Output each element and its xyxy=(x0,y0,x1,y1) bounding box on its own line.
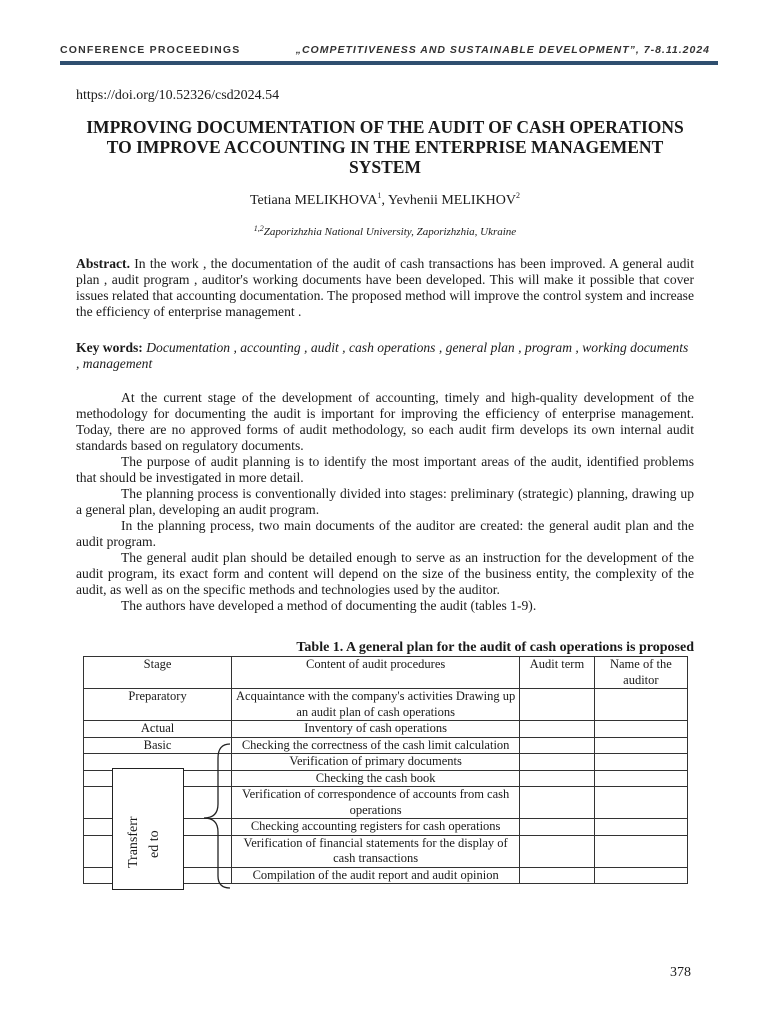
cell-content: Checking the cash book xyxy=(232,770,520,787)
abstract-label: Abstract. xyxy=(76,256,130,271)
doi-link[interactable]: https://doi.org/10.52326/csd2024.54 xyxy=(76,88,280,103)
abstract-text: In the work , the documentation of the audit of cash transactions has been improved. A general audit plan , audit program , auditor's working documents have been developed. This will make it possible that cover issues related that accounting documentation. The proposed method will improve the control system and increase the efficiency of enterprise management . xyxy=(76,256,694,319)
body-paragraph: At the current stage of the development of accounting, timely and high-quality development of the methodology for documenting the audit is important for improving the efficiency of enterprise management. Today, there are no approved forms of audit methodology, so each audit firm develops its own internal audit standards based on regulatory documents. xyxy=(76,390,694,453)
cell-content: Verification of financial statements for the display of cash transactions xyxy=(232,835,520,867)
body-text xyxy=(76,390,694,614)
affiliation-text: Zaporizhzhia National University, Zaporizhzhia, Ukraine xyxy=(263,226,517,238)
transfer-label-line1: Transferr xyxy=(126,816,141,868)
header-left: CONFERENCE PROCEEDINGS xyxy=(60,44,241,56)
cell-term xyxy=(520,737,595,754)
header-content: Content of audit procedures xyxy=(232,657,520,689)
affiliation xyxy=(76,226,694,238)
keywords-text: Documentation , accounting , audit , cash operations , general plan , program , working documents , management xyxy=(76,340,689,371)
body-paragraph: The planning process is conventionally divided into stages: preliminary (strategic) planning, drawing up a general plan, developing an audit program. xyxy=(76,486,694,517)
header-right: „COMPETITIVENESS AND SUSTAINABLE DEVELOPMENT”, 7-8.11.2024 xyxy=(295,44,710,56)
author-separator: , xyxy=(381,193,388,208)
cell-content: Verification of primary documents xyxy=(232,754,520,771)
cell-term xyxy=(520,721,595,738)
running-header xyxy=(60,40,710,62)
cell-content: Inventory of cash operations xyxy=(232,721,520,738)
cell-auditor xyxy=(594,770,687,787)
cell-auditor xyxy=(594,737,687,754)
cell-content: Checking accounting registers for cash operations xyxy=(232,819,520,836)
table-row xyxy=(84,737,688,754)
cell-stage: Actual xyxy=(84,721,232,738)
cell-stage: Preparatory xyxy=(84,689,232,721)
cell-term xyxy=(520,819,595,836)
cell-auditor xyxy=(594,819,687,836)
header-auditor: Name of the auditor xyxy=(594,657,687,689)
curly-brace-icon xyxy=(196,742,236,892)
cell-auditor xyxy=(594,787,687,819)
header-term: Audit term xyxy=(520,657,595,689)
table-header-row xyxy=(84,657,688,689)
cell-auditor xyxy=(594,689,687,721)
author-1: Tetiana MELIKHOVA xyxy=(249,193,378,208)
keywords xyxy=(76,340,694,372)
affiliation-sup: 1,2 xyxy=(253,224,264,233)
table-caption: Table 1. A general plan for the audit of cash operations is proposed xyxy=(296,640,694,655)
header-divider xyxy=(60,61,718,65)
cell-term xyxy=(520,835,595,867)
author-1-sup: 1 xyxy=(377,191,382,200)
cell-auditor xyxy=(594,835,687,867)
paper-title: IMPROVING DOCUMENTATION OF THE AUDIT OF CASH OPERATIONS TO IMPROVE ACCOUNTING IN THE ENTERPRISE MANAGEMENT SYSTEM xyxy=(86,117,684,177)
cell-stage: Basic xyxy=(84,737,232,754)
body-paragraph: The general audit plan should be detailed enough to serve as an instruction for the development of the audit program, its exact form and content will depend on the size of the business entity, the complexity of the audit, as well as on the specific methods and technologies used by the auditor. xyxy=(76,550,694,597)
cell-auditor xyxy=(594,721,687,738)
cell-auditor xyxy=(594,754,687,771)
transfer-label xyxy=(112,768,182,888)
cell-auditor xyxy=(594,867,687,884)
cell-content: Acquaintance with the company's activities Drawing up an audit plan of cash operations xyxy=(232,689,520,721)
cell-term xyxy=(520,867,595,884)
cell-content: Compilation of the audit report and audit opinion xyxy=(232,867,520,884)
body-paragraph: In the planning process, two main documents of the auditor are created: the general audit plan and the audit program. xyxy=(76,518,694,549)
cell-content: Verification of correspondence of accounts from cash operations xyxy=(232,787,520,819)
cell-content: Checking the correctness of the cash limit calculation xyxy=(232,737,520,754)
transfer-label-line2: ed to xyxy=(147,830,162,858)
author-2-sup: 2 xyxy=(516,191,521,200)
author-2: Yevhenii MELIKHOV xyxy=(387,193,517,208)
cell-term xyxy=(520,770,595,787)
header-stage: Stage xyxy=(84,657,232,689)
cell-term xyxy=(520,689,595,721)
abstract xyxy=(76,256,694,320)
cell-term xyxy=(520,787,595,819)
body-paragraph: The authors have developed a method of documenting the audit (tables 1-9). xyxy=(121,598,537,613)
page-number: 378 xyxy=(670,965,691,980)
table-row xyxy=(84,721,688,738)
table-row xyxy=(84,689,688,721)
author-line xyxy=(76,193,694,209)
keywords-label: Key words: xyxy=(76,340,143,355)
body-paragraph: The purpose of audit planning is to identify the most important areas of the audit, identified problems that should be investigated in more detail. xyxy=(76,454,694,485)
cell-term xyxy=(520,754,595,771)
